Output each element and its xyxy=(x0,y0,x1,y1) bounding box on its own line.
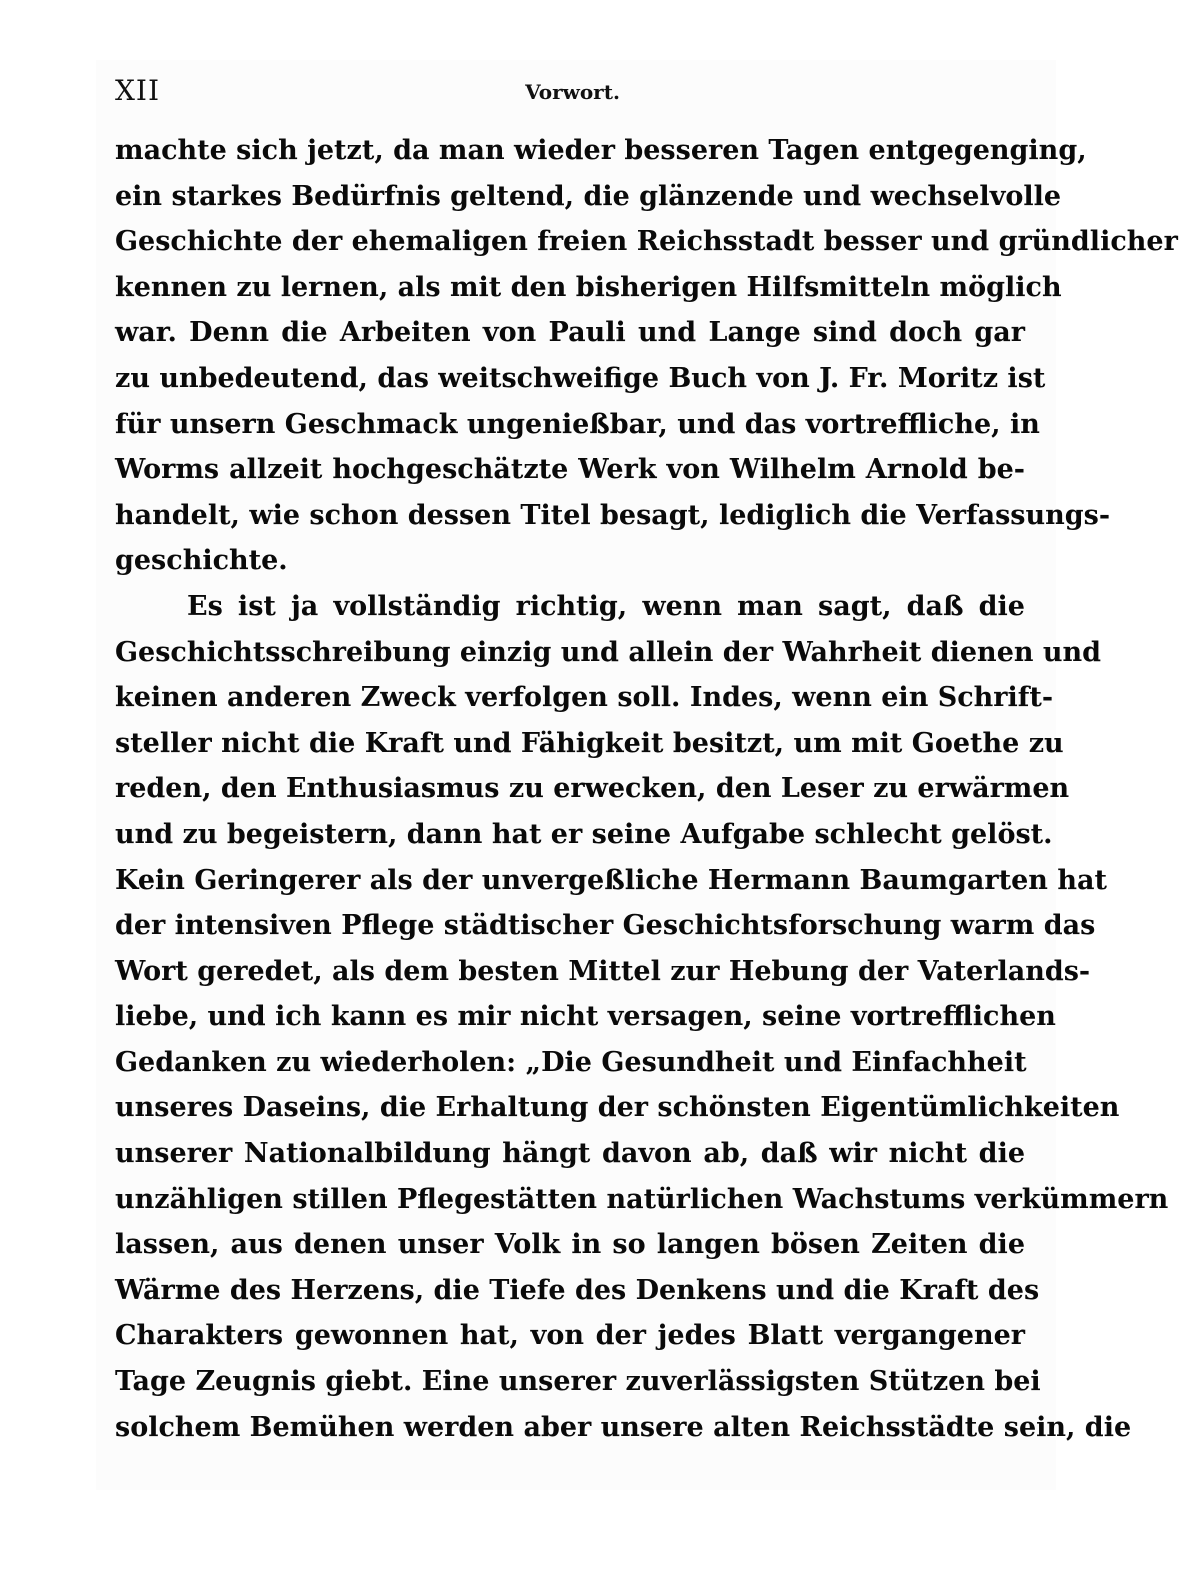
text-line: machte sich jetzt, da man wieder besseren Tagen entgegenging, xyxy=(115,135,1087,166)
text-line: der intensiven Pflege städtischer Geschichtsforschung warm das xyxy=(115,910,1096,942)
paragraph-first-line: Es ist ja vollständig richtig, wenn man sagt, daß die xyxy=(187,590,1025,622)
text-line: liebe, und ich kann es mir nicht versagen, seine vortrefflichen xyxy=(115,1001,1056,1033)
page-header xyxy=(115,72,1030,112)
text-line: Gedanken zu wiederholen: „Die Gesundheit und Einfachheit xyxy=(115,1046,1027,1078)
text-line: lassen, aus denen unser Volk in so langen bösen Zeiten die xyxy=(115,1229,1025,1261)
text-line: unserer Nationalbildung hängt davon ab, daß wir nicht die xyxy=(115,1138,1025,1170)
text-line: unseres Daseins, die Erhaltung der schönsten Eigentümlichkeiten xyxy=(115,1092,1120,1124)
text-line: Kein Geringerer als der unvergeßliche Hermann Baumgarten hat xyxy=(115,864,1107,896)
body-text xyxy=(115,128,1178,1450)
text-line: Geschichtsschreibung einzig und allein der Wahrheit dienen und xyxy=(115,636,1102,668)
text-line: zu unbedeutend, das weitschweifige Buch von J. Fr. Moritz ist xyxy=(115,362,1046,394)
text-line: Wort geredet, als dem besten Mittel zur Hebung der Vaterlands- xyxy=(115,955,1091,987)
text-line: reden, den Enthusiasmus zu erwecken, den Leser zu erwärmen xyxy=(115,773,1070,805)
text-line: geschichte. xyxy=(115,545,288,577)
text-line: unzähligen stillen Pflegestätten natürlichen Wachstums verkümmern xyxy=(115,1183,1169,1215)
text-line: für unsern Geschmack ungenießbar, und das vortreffliche, in xyxy=(115,408,1040,440)
text-line: Tage Zeugnis giebt. Eine unserer zuverlässigsten Stützen bei xyxy=(115,1366,1041,1398)
text-line: ein starkes Bedürfnis geltend, die glänzende und wechselvolle xyxy=(115,180,1062,212)
text-line: Worms allzeit hochgeschätzte Werk von Wilhelm Arnold be- xyxy=(115,454,1025,486)
text-line: war. Denn die Arbeiten von Pauli und Lange sind doch gar xyxy=(115,317,1025,349)
text-line: kennen zu lernen, als mit den bisherigen Hilfsmitteln möglich xyxy=(115,271,1062,303)
running-head: Vorwort. xyxy=(525,80,620,104)
text-line: solchem Bemühen werden aber unsere alten Reichsstädte sein, die xyxy=(115,1411,1132,1443)
page-number: XII xyxy=(115,74,161,107)
text-line: Geschichte der ehemaligen freien Reichsstadt besser und gründlicher xyxy=(115,226,1178,258)
text-line: steller nicht die Kraft und Fähigkeit besitzt, um mit Goethe zu xyxy=(115,727,1064,759)
text-line: und zu begeistern, dann hat er seine Aufgabe schlecht gelöst. xyxy=(115,818,1053,850)
text-line: handelt, wie schon dessen Titel besagt, lediglich die Verfassungs- xyxy=(115,499,1111,531)
text-line: Wärme des Herzens, die Tiefe des Denkens und die Kraft des xyxy=(115,1274,1040,1306)
text-line: Charakters gewonnen hat, von der jedes Blatt vergangener xyxy=(115,1320,1025,1352)
text-line: keinen anderen Zweck verfolgen soll. Indes, wenn ein Schrift- xyxy=(115,682,1054,714)
